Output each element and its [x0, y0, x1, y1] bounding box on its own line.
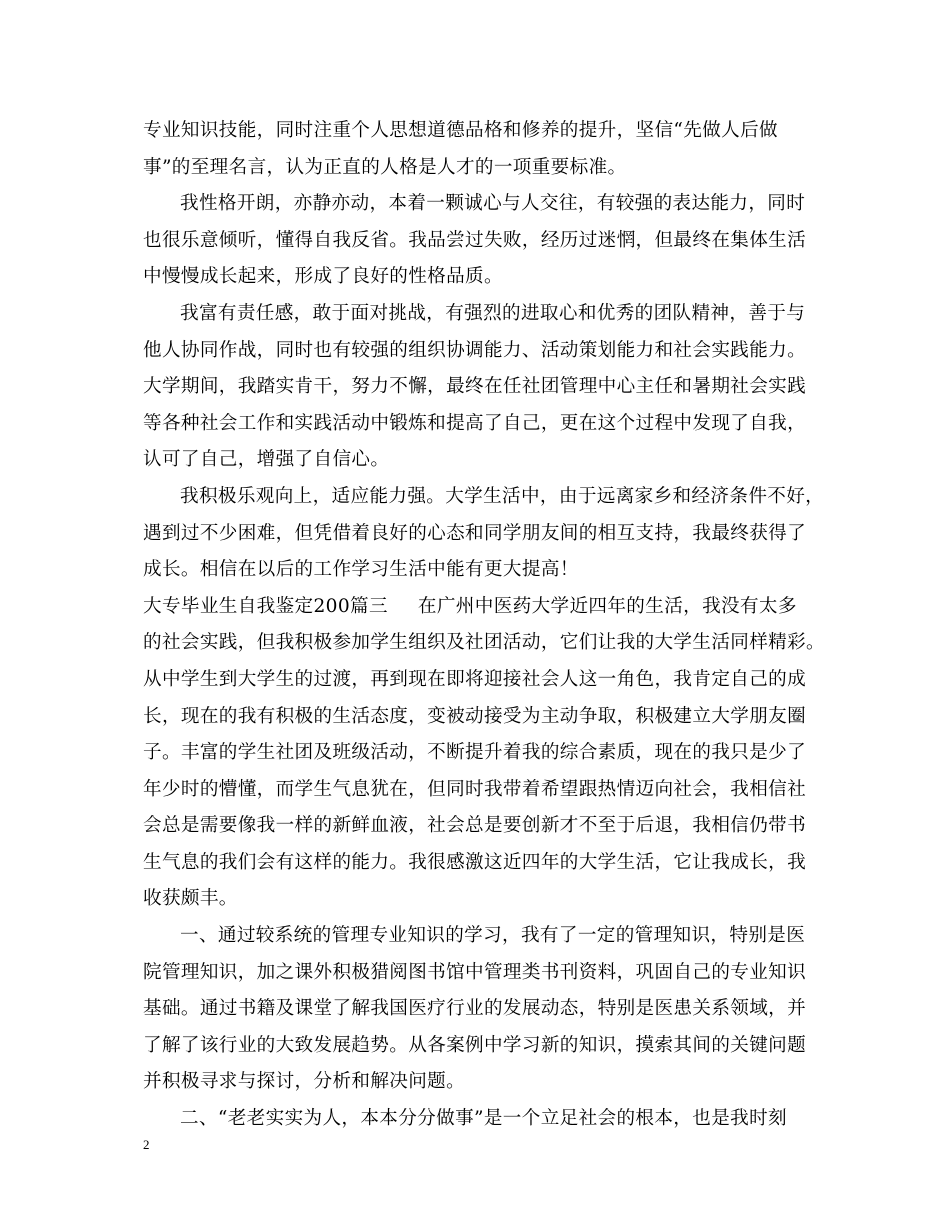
text-line: 并积极寻求与探讨，分析和解决问题。: [143, 1071, 466, 1093]
document-body: [143, 113, 828, 1138]
text-line: 一、通过较系统的管理专业知识的学习，我有了一定的管理知识，特别是医: [180, 925, 806, 947]
text-line: 收获颇丰。: [143, 888, 238, 910]
page-number: 2: [143, 1137, 150, 1152]
text-line: 我积极乐观向上，适应能力强。大学生活中，由于远离家乡和经济条件不好，: [180, 485, 825, 507]
text-line: 院管理知识，加之课外积极猎阅图书馆中管理类书刊资料，巩固自己的专业知识: [143, 961, 807, 983]
text-line: 二、“老老实实为人，本本分分做事”是一个立足社会的根本，也是我时刻: [180, 1108, 787, 1130]
text-line: 事”的至理名言，认为正直的人格是人才的一项重要标准。: [143, 156, 627, 178]
text-line: 遇到过不少困难，但凭借着良好的心态和同学朋友间的相互支持，我最终获得了: [143, 522, 807, 544]
text-line: 的社会实践，但我积极参加学生组织及社团活动，它们让我的大学生活同样精彩。: [143, 632, 825, 654]
section-heading: 大专毕业生自我鉴定200篇三: [143, 595, 388, 617]
text-line: 在广州中医药大学近四年的生活，我没有太多: [417, 595, 797, 617]
text-line: 大学期间，我踏实肯干，努力不懈，最终在任社团管理中心主任和暑期社会实践: [143, 376, 807, 398]
text-line: 长，现在的我有积极的生活态度，变被动接受为主动争取，积极建立大学朋友圈: [143, 705, 807, 727]
text-line: 子。丰富的学生社团及班级活动，不断提升着我的综合素质，现在的我只是少了: [143, 742, 807, 764]
text-line: 成长。相信在以后的工作学习生活中能有更大提高！: [143, 559, 579, 581]
text-line: 会总是需要像我一样的新鲜血液，社会总是要创新才不至于后退，我相信仍带书: [143, 815, 807, 837]
text-line: 等各种社会工作和实践活动中锻炼和提高了自己，更在这个过程中发现了自我，: [143, 412, 807, 434]
text-line: 了解了该行业的大致发展趋势。从各案例中学习新的知识，摸索其间的关键问题: [143, 1034, 807, 1056]
text-line: 认可了自己，增强了自信心。: [143, 449, 390, 471]
heading-line: [143, 589, 828, 626]
text-line: 中慢慢成长起来，形成了良好的性格品质。: [143, 266, 503, 288]
text-line: 生气息的我们会有这样的能力。我很感激这近四年的大学生活，它让我成长，我: [143, 851, 807, 873]
text-line: 我性格开朗，亦静亦动，本着一颗诚心与人交往，有较强的表达能力，同时: [180, 193, 806, 215]
text-line: 从中学生到大学生的过渡，再到现在即将迎接社会人这一角色，我肯定自己的成: [143, 668, 807, 690]
text-line: 专业知识技能，同时注重个人思想道德品格和修养的提升，坚信“先做人后做: [143, 120, 779, 141]
text-line: 我富有责任感，敢于面对挑战，有强烈的进取心和优秀的团队精神，善于与: [180, 302, 806, 324]
text-line: 基础。通过书籍及课堂了解我国医疗行业的发展动态，特别是医患关系领域，并: [143, 998, 807, 1020]
text-line: 他人协同作战，同时也有较强的组织协调能力、活动策划能力和社会实践能力。: [143, 339, 807, 361]
text-line: 也很乐意倾听，懂得自我反省。我品尝过失败，经历过迷惘，但最终在集体生活: [143, 229, 807, 251]
text-line: 年少时的懵懂，而学生气息犹在，但同时我带着希望跟热情迈向社会，我相信社: [143, 778, 807, 800]
